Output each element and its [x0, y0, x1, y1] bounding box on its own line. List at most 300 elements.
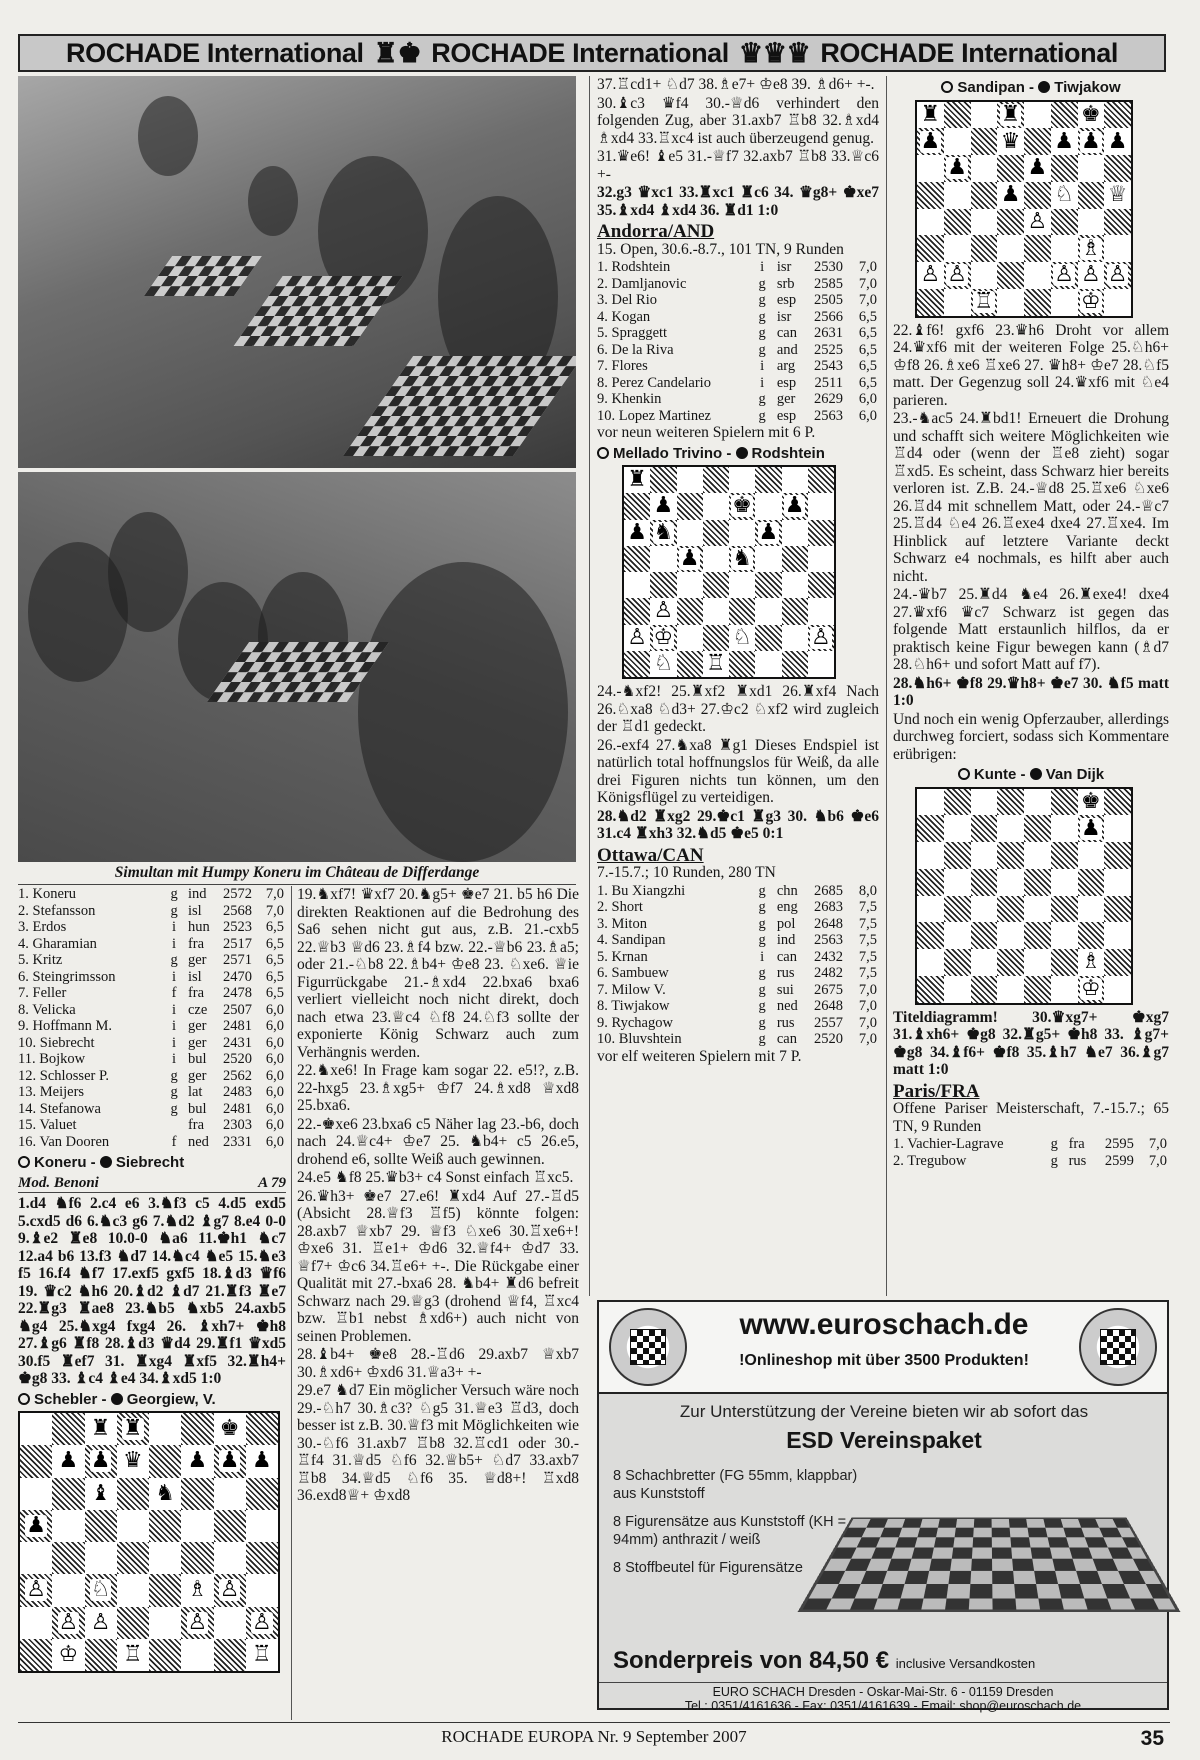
table-row: [18, 886, 286, 903]
board-square: [181, 1413, 213, 1445]
table-row: [597, 916, 879, 933]
annotation-24-mellado: 24.-♞xf2! 25.♜xf2 ♜xd1 26.♜xf4 Nach 26.♘xa8 ♘d3+ 27.♔c2 ♘xf2 wird zugleich der ♖d1 gedeckt.: [597, 683, 879, 735]
chess-piece-icon: ♟: [653, 493, 674, 519]
table-cell: 14. Stefanowa: [18, 1100, 101, 1117]
table-row: [597, 982, 879, 999]
annotation-26-mellado: 26.-exf4 27.♞xa8 ♜g1 Dieses Endspiel ist natürlich total hoffnungslos für Weiß, da alle drei Figuren nichts tun können, um den Königsflügel zu verteidigen.: [597, 736, 879, 806]
board-square: [971, 922, 998, 949]
table-cell: esp: [776, 407, 797, 424]
table-cell: 6. Steingrimsson: [18, 968, 116, 985]
board-square: [703, 467, 729, 493]
table-cell: arg: [776, 358, 796, 374]
table-cell: 1. Vachier-Lagrave: [893, 1136, 1004, 1152]
board-square: [971, 235, 998, 262]
table-cell: 2517: [222, 935, 252, 952]
board-square: [808, 493, 834, 519]
board-square: [997, 842, 1024, 869]
board-square: [117, 1445, 149, 1477]
board-square: [1104, 289, 1131, 316]
table-row: [18, 1134, 286, 1151]
chess-pieces-icon: ♜♚: [373, 37, 422, 68]
table-cell: hun: [187, 919, 210, 935]
board-square: [214, 1510, 246, 1542]
board-square: [1078, 842, 1105, 869]
banner-text-3: ROCHADE International: [820, 37, 1118, 68]
board-square: [52, 1607, 84, 1639]
chess-diagram-schebler: [18, 1411, 280, 1673]
table-cell: fra: [187, 985, 205, 1001]
board-square: [971, 949, 998, 976]
chess-piece-icon: ♟: [920, 128, 941, 154]
table-cell: 7,0: [858, 292, 877, 308]
board-square: [650, 625, 676, 651]
board-square: [1078, 155, 1105, 182]
table-cell: 2431: [222, 1034, 252, 1051]
board-square: [944, 182, 971, 209]
game-header-schebler: Schebler - Georgiew, V.: [18, 1391, 286, 1409]
board-square: [1024, 235, 1051, 262]
table-cell: 8. Velicka: [18, 1001, 76, 1018]
board-square: [677, 520, 703, 546]
board-square: [20, 1445, 52, 1477]
board-square: [1024, 922, 1051, 949]
board-square: [917, 869, 944, 896]
table-cell: esp: [776, 374, 797, 391]
board-square: [917, 949, 944, 976]
board-square: [650, 598, 676, 624]
chess-piece-icon: ♞: [732, 545, 752, 571]
header-banner: [18, 34, 1166, 72]
board-square: [997, 289, 1024, 316]
board-square: [1051, 128, 1078, 155]
table-cell: 4. Sandipan: [597, 932, 666, 948]
table-cell: 2507: [222, 1001, 252, 1018]
table-cell: 2478: [222, 985, 252, 1001]
board-square: [917, 155, 944, 182]
table-cell: 5. Spraggett: [597, 325, 668, 341]
board-square: [1078, 289, 1105, 316]
section-ottawa: Ottawa/CAN: [597, 844, 704, 866]
board-square: [677, 625, 703, 651]
table-cell: i: [172, 1034, 177, 1051]
table-row: [597, 965, 879, 982]
board-square: [971, 128, 998, 155]
black-circle-icon: [1038, 81, 1050, 93]
table-cell: 7,0: [858, 981, 877, 998]
table-cell: cze: [187, 1001, 208, 1018]
chess-diagram-mellado: [622, 465, 836, 679]
board-square: [20, 1542, 52, 1574]
table-cell: 5. Kritz: [18, 952, 63, 968]
board-square: [755, 467, 781, 493]
chess-piece-icon: ♛: [123, 1448, 143, 1474]
table-row: [597, 949, 879, 966]
table-row: [893, 1153, 1169, 1170]
table-cell: g: [170, 1067, 178, 1084]
board-square: [181, 1510, 213, 1542]
board-square: [917, 262, 944, 289]
board-square: [624, 572, 650, 598]
table-cell: pol: [776, 915, 796, 932]
andorra-info: 15. Open, 30.6.-8.7., 101 TN, 9 Runden: [597, 240, 844, 258]
table-row: [597, 932, 879, 949]
board-square: [624, 625, 650, 651]
board-square: [52, 1445, 84, 1477]
board-square: [246, 1542, 278, 1574]
board-square: [944, 155, 971, 182]
table-cell: 2520: [814, 1031, 844, 1047]
simul-photo-bottom: [18, 472, 576, 862]
game-header-koneru: Koneru - Siebrecht: [18, 1154, 286, 1172]
table-cell: g: [758, 308, 766, 325]
board-square: [650, 572, 676, 598]
board-square: [917, 209, 944, 236]
board-square: [1051, 789, 1078, 816]
table-row: [893, 1136, 1169, 1153]
chess-diagram-kunte: [915, 787, 1133, 1005]
board-square: [729, 598, 755, 624]
table-cell: 2. Short: [597, 899, 643, 915]
board-square: [703, 572, 729, 598]
table-cell: g: [1050, 1152, 1058, 1169]
board-square: [997, 155, 1024, 182]
ad-title: ESD Vereinspaket: [786, 1427, 982, 1453]
chess-piece-icon: ♙: [920, 262, 941, 288]
ad-item-bags: 8 Stoffbeutel für Figurensätze: [613, 1560, 803, 1576]
board-square: [917, 815, 944, 842]
table-cell: 2648: [814, 998, 844, 1014]
table-cell: g: [758, 882, 766, 899]
board-square: [944, 235, 971, 262]
table-cell: ned: [776, 998, 798, 1014]
board-square: [1051, 922, 1078, 949]
table-cell: can: [776, 948, 797, 965]
board-square: [997, 815, 1024, 842]
chess-piece-icon: ♚: [732, 493, 752, 519]
board-square: [1104, 235, 1131, 262]
board-square: [971, 869, 998, 896]
table-cell: 2566: [814, 308, 844, 325]
table-cell: rus: [1068, 1152, 1087, 1169]
ad-price-note: inclusive Versandkosten: [895, 1656, 1036, 1671]
table-row: [597, 259, 879, 276]
euroschach-advertisement[interactable]: [597, 1300, 1169, 1713]
table-cell: 2562: [222, 1067, 252, 1084]
table-cell: fra: [187, 1117, 205, 1133]
table-cell: i: [760, 358, 765, 374]
board-square: [624, 520, 650, 546]
table-cell: f: [171, 1133, 177, 1150]
board-square: [755, 625, 781, 651]
board-square: [729, 651, 755, 677]
table-row: [597, 292, 879, 309]
board-square: [181, 1574, 213, 1606]
table-cell: 6,0: [265, 1051, 284, 1067]
board-square: [1104, 155, 1131, 182]
annotation-22a: 22.♞xe6! In Frage kam sogar 22. e5!?, z.B. 22-hxg5 23.♗xg5+ ♔f7 24.♗xd8 ♕xd8 25.bxa6.: [297, 1062, 579, 1114]
queens-icon: ♛♛♛: [738, 37, 811, 68]
annotation-37: 37.♖cd1+ ♘d7 38.♗e7+ ♔e8 39. ♗d6+ +-.: [597, 76, 875, 93]
chess-piece-icon: ♟: [26, 1512, 46, 1538]
table-cell: esp: [776, 292, 797, 308]
euroschach-logo-left: [609, 1308, 687, 1386]
board-square: [1078, 922, 1105, 949]
table-cell: ger: [187, 1067, 207, 1084]
table-cell: 3. Miton: [597, 915, 647, 932]
board-square: [997, 209, 1024, 236]
black-circle-icon: [1030, 768, 1042, 780]
board-square: [997, 128, 1024, 155]
ad-item-boards: 8 Schachbretter (FG 55mm, klappbar) aus Kunststoff: [613, 1468, 858, 1502]
table-cell: g: [758, 341, 766, 358]
chess-piece-icon: ♝: [90, 1480, 111, 1506]
board-square: [782, 467, 808, 493]
board-square: [1078, 182, 1105, 209]
board-square: [677, 467, 703, 493]
table-cell: 3. Erdos: [18, 919, 67, 935]
board-square: [971, 815, 998, 842]
board-square: [1024, 155, 1051, 182]
annotation-29: 29.e7 ♞d7 Ein möglicher Versuch wäre noch 29.-♘h7 30.♗c3? ♘g5 31.♕e3 ♖d3, doch besser ist z.B. 30.♕f3 mit Möglichkeiten wie 30.-♘f6 31.axb7 ♖b8 32.♖cd1 oder 30.-♖f4 31.♕d5 ♘f6 32.♕b5+ ♘d7 33.axb7 ♖b8 34.♕d5 ♘f6 35. ♕d8+! ♖xd8 36.exd8♕+ ♔xd8: [297, 1382, 579, 1504]
board-square: [85, 1607, 117, 1639]
ottawa-note: vor elf weiteren Spielern mit 7 P.: [597, 1047, 802, 1065]
board-square: [729, 493, 755, 519]
table-cell: 2563: [814, 932, 844, 948]
table-cell: g: [758, 915, 766, 932]
board-square: [1104, 182, 1131, 209]
board-square: [997, 896, 1024, 923]
board-square: [624, 651, 650, 677]
table-cell: eng: [776, 899, 798, 915]
chess-piece-icon: ♞: [653, 519, 674, 545]
black-circle-icon: [100, 1156, 112, 1168]
board-square: [1051, 949, 1078, 976]
board-square: [650, 651, 676, 677]
table-cell: 10. Siebrecht: [18, 1034, 95, 1051]
table-row: [18, 985, 286, 1002]
board-square: [755, 520, 781, 546]
table-cell: 7,5: [858, 915, 877, 932]
chess-piece-icon: ♙: [219, 1577, 240, 1603]
chess-piece-icon: ♙: [811, 624, 831, 650]
table-cell: i: [172, 968, 177, 985]
table-cell: 2303: [222, 1117, 252, 1133]
table-cell: 6,5: [858, 308, 877, 325]
table-cell: 2595: [1104, 1136, 1134, 1152]
table-cell: 8. Tiwjakow: [597, 998, 670, 1014]
board-square: [214, 1478, 246, 1510]
game-header-kunte: Kunte - Van Dijk: [893, 766, 1169, 784]
chess-piece-icon: ♛: [1000, 128, 1021, 154]
table-cell: i: [172, 935, 177, 952]
board-square: [997, 922, 1024, 949]
table-cell: 16. Van Dooren: [18, 1133, 110, 1150]
board-square: [650, 546, 676, 572]
table-cell: 6,5: [265, 919, 284, 935]
transition-text: Und noch ein wenig Opferzauber, allerdings durchweg forciert, sodass sich Kommentare erübrigen:: [893, 710, 1169, 763]
board-square: [52, 1478, 84, 1510]
board-square: [917, 182, 944, 209]
ad-item-pieces: 8 Figurensätze aus Kunststoff (KH = 94mm) anthrazit / weiß: [613, 1514, 847, 1548]
board-square: [85, 1639, 117, 1671]
title-diagram-solution: Titeldiagramm! 30.♛xg7+ ♚xg7 31.♝xh6+ ♚g8 32.♜g5+ ♚h8 33. ♝g7+ ♚g8 34.♝f6+ ♚f8 35.♝h7 ♞e7 36.♝g7 matt 1:0: [893, 1008, 1169, 1078]
photo-caption: Simultan mit Humpy Koneru im Château de Differdange: [18, 864, 576, 885]
table-cell: isr: [776, 308, 792, 325]
chess-piece-icon: ♚: [1081, 788, 1101, 814]
board-square: [149, 1478, 181, 1510]
board-square: [1051, 842, 1078, 869]
board-square: [1078, 209, 1105, 236]
board-square: [214, 1639, 246, 1671]
board-square: [1051, 869, 1078, 896]
table-cell: 2481: [222, 1018, 252, 1034]
table-cell: 2505: [814, 292, 844, 308]
table-cell: 6,0: [265, 1067, 284, 1084]
chess-piece-icon: ♔: [1081, 976, 1101, 1002]
chess-piece-icon: ♟: [1054, 128, 1074, 154]
table-cell: i: [760, 948, 765, 965]
chess-piece-icon: ♖: [252, 1641, 272, 1667]
board-square: [944, 102, 971, 129]
board-square: [917, 896, 944, 923]
table-row: [18, 952, 286, 969]
table-cell: 1. Koneru: [18, 886, 76, 902]
table-row: [18, 1068, 286, 1085]
board-square: [1078, 896, 1105, 923]
board-square: [1104, 896, 1131, 923]
table-row: [597, 342, 879, 359]
board-square: [1024, 128, 1051, 155]
table-cell: g: [758, 998, 766, 1014]
board-square: [85, 1542, 117, 1574]
board-square: [624, 493, 650, 519]
board-square: [1078, 789, 1105, 816]
board-square: [808, 598, 834, 624]
chess-piece-icon: ♗: [1081, 949, 1101, 975]
board-square: [1051, 896, 1078, 923]
chess-piece-icon: ♖: [706, 650, 726, 676]
chess-piece-icon: ♜: [920, 101, 941, 127]
board-square: [971, 289, 998, 316]
board-square: [729, 625, 755, 651]
chess-piece-icon: ♞: [155, 1480, 175, 1506]
table-cell: 13. Meijers: [18, 1084, 85, 1100]
table-cell: 2. Stefansson: [18, 902, 96, 919]
board-square: [944, 896, 971, 923]
table-cell: i: [760, 374, 765, 391]
table-cell: 2481: [222, 1100, 252, 1117]
board-square: [85, 1574, 117, 1606]
board-square: [149, 1510, 181, 1542]
table-cell: 2483: [222, 1084, 252, 1100]
paris-info: Offene Pariser Meisterschaft, 7.-15.7.; 65 TN, 9 Runden: [893, 1100, 1169, 1135]
table-cell: 3. Del Rio: [597, 292, 658, 308]
ad-support-text: Zur Unterstützung der Vereine bieten wir ab sofort das: [679, 1402, 1089, 1421]
board-square: [1104, 209, 1131, 236]
board-square: [85, 1510, 117, 1542]
chess-piece-icon: ♙: [187, 1609, 208, 1635]
table-cell: sui: [776, 981, 794, 998]
table-cell: 8,0: [858, 882, 877, 899]
board-square: [117, 1639, 149, 1671]
board-square: [1024, 949, 1051, 976]
board-square: [782, 520, 808, 546]
annotation-24: 24.e5 ♞f8 25.♛b3+ c4 Sonst einfach ♖xc5.: [297, 1169, 574, 1186]
ad-price: Sonderpreis von 84,50 € inclusive Versandkosten: [613, 1647, 1036, 1674]
black-circle-icon: [736, 447, 748, 459]
table-cell: g: [170, 1084, 178, 1100]
chess-piece-icon: ♙: [653, 598, 674, 624]
board-square: [1104, 976, 1131, 1003]
annotation-23-sandipan: 23.-♞ac5 24.♜bd1! Erneuert die Drohung und schafft sich weitere Möglichkeiten wie ♖d4 oder (wenn der ♖e8 zieht) sogar ♖xd5. Es scheint, dass Schwarz hier bereits verloren ist. Z.B. 24.-♕d8 25.♖xe6 ♘xe6 26.♖d4 mit schnellem Matt, oder 24.-♕c7 25.♖d4 ♘e4 26.♖exe4 dxe4 27.♖xe4. Im Hinblick auf letztere Variante deckt Schwarz e4 nochmals, es hilft aber auch nicht.: [893, 410, 1169, 585]
chess-piece-icon: ♖: [123, 1641, 143, 1667]
chess-piece-icon: ♟: [1107, 128, 1128, 154]
board-square: [703, 598, 729, 624]
board-square: [971, 262, 998, 289]
chess-piece-icon: ♗: [187, 1577, 208, 1603]
chess-piece-icon: ♟: [187, 1448, 208, 1474]
annotation-24-sandipan: 24.-♛b7 25.♜d4 ♞e4 26.♜exe4! dxe4 27.♛xf6 ♛c7 Schwarz ist gegen das folgende Matt erstaunlich hilflos, da er praktisch keine Figur bewegen kann (♗d7 28.♘h6+ und sofort Matt auf f7).: [893, 586, 1169, 673]
table-cell: 4. Kogan: [597, 308, 651, 325]
chess-piece-icon: ♙: [1107, 262, 1128, 288]
chess-piece-icon: ♗: [1081, 235, 1101, 261]
table-cell: can: [776, 325, 797, 341]
table-cell: g: [758, 275, 766, 292]
chess-piece-icon: ♘: [653, 650, 674, 676]
table-cell: 8. Perez Candelario: [597, 374, 711, 391]
table-cell: 2571: [222, 952, 252, 968]
board-square: [181, 1478, 213, 1510]
board-square: [1024, 976, 1051, 1003]
table-row: [597, 375, 879, 392]
board-square: [1078, 128, 1105, 155]
table-row: [18, 936, 286, 953]
white-circle-icon: [941, 81, 953, 93]
table-cell: 6,5: [858, 341, 877, 358]
table-row: [18, 919, 286, 936]
white-circle-icon: [597, 447, 609, 459]
board-square: [1104, 128, 1131, 155]
opening-code: A 79: [258, 1174, 286, 1191]
table-cell: g: [758, 981, 766, 998]
table-row: [597, 309, 879, 326]
chess-piece-icon: ♙: [252, 1609, 272, 1635]
column-4: [893, 76, 1169, 1298]
table-cell: 6,5: [858, 358, 877, 374]
ad-header: [599, 1302, 1167, 1394]
board-square: [20, 1478, 52, 1510]
table-cell: 6,5: [858, 325, 877, 341]
ad-url[interactable]: www.euroschach.de: [739, 1308, 1029, 1341]
table-row: [597, 276, 879, 293]
table-row: [597, 391, 879, 408]
board-square: [755, 546, 781, 572]
table-cell: 7,5: [858, 948, 877, 965]
table-cell: rus: [776, 965, 795, 981]
board-square: [149, 1542, 181, 1574]
table-cell: g: [758, 407, 766, 424]
page-number: 35: [1140, 1727, 1164, 1750]
table-cell: 6,5: [265, 985, 284, 1001]
table-cell: g: [758, 292, 766, 308]
board-square: [917, 128, 944, 155]
chess-piece-icon: ♟: [627, 519, 647, 545]
board-square: [246, 1574, 278, 1606]
chess-piece-icon: ♘: [732, 624, 752, 650]
table-cell: 7,0: [265, 902, 284, 919]
table-row: [18, 903, 286, 920]
board-square: [917, 289, 944, 316]
